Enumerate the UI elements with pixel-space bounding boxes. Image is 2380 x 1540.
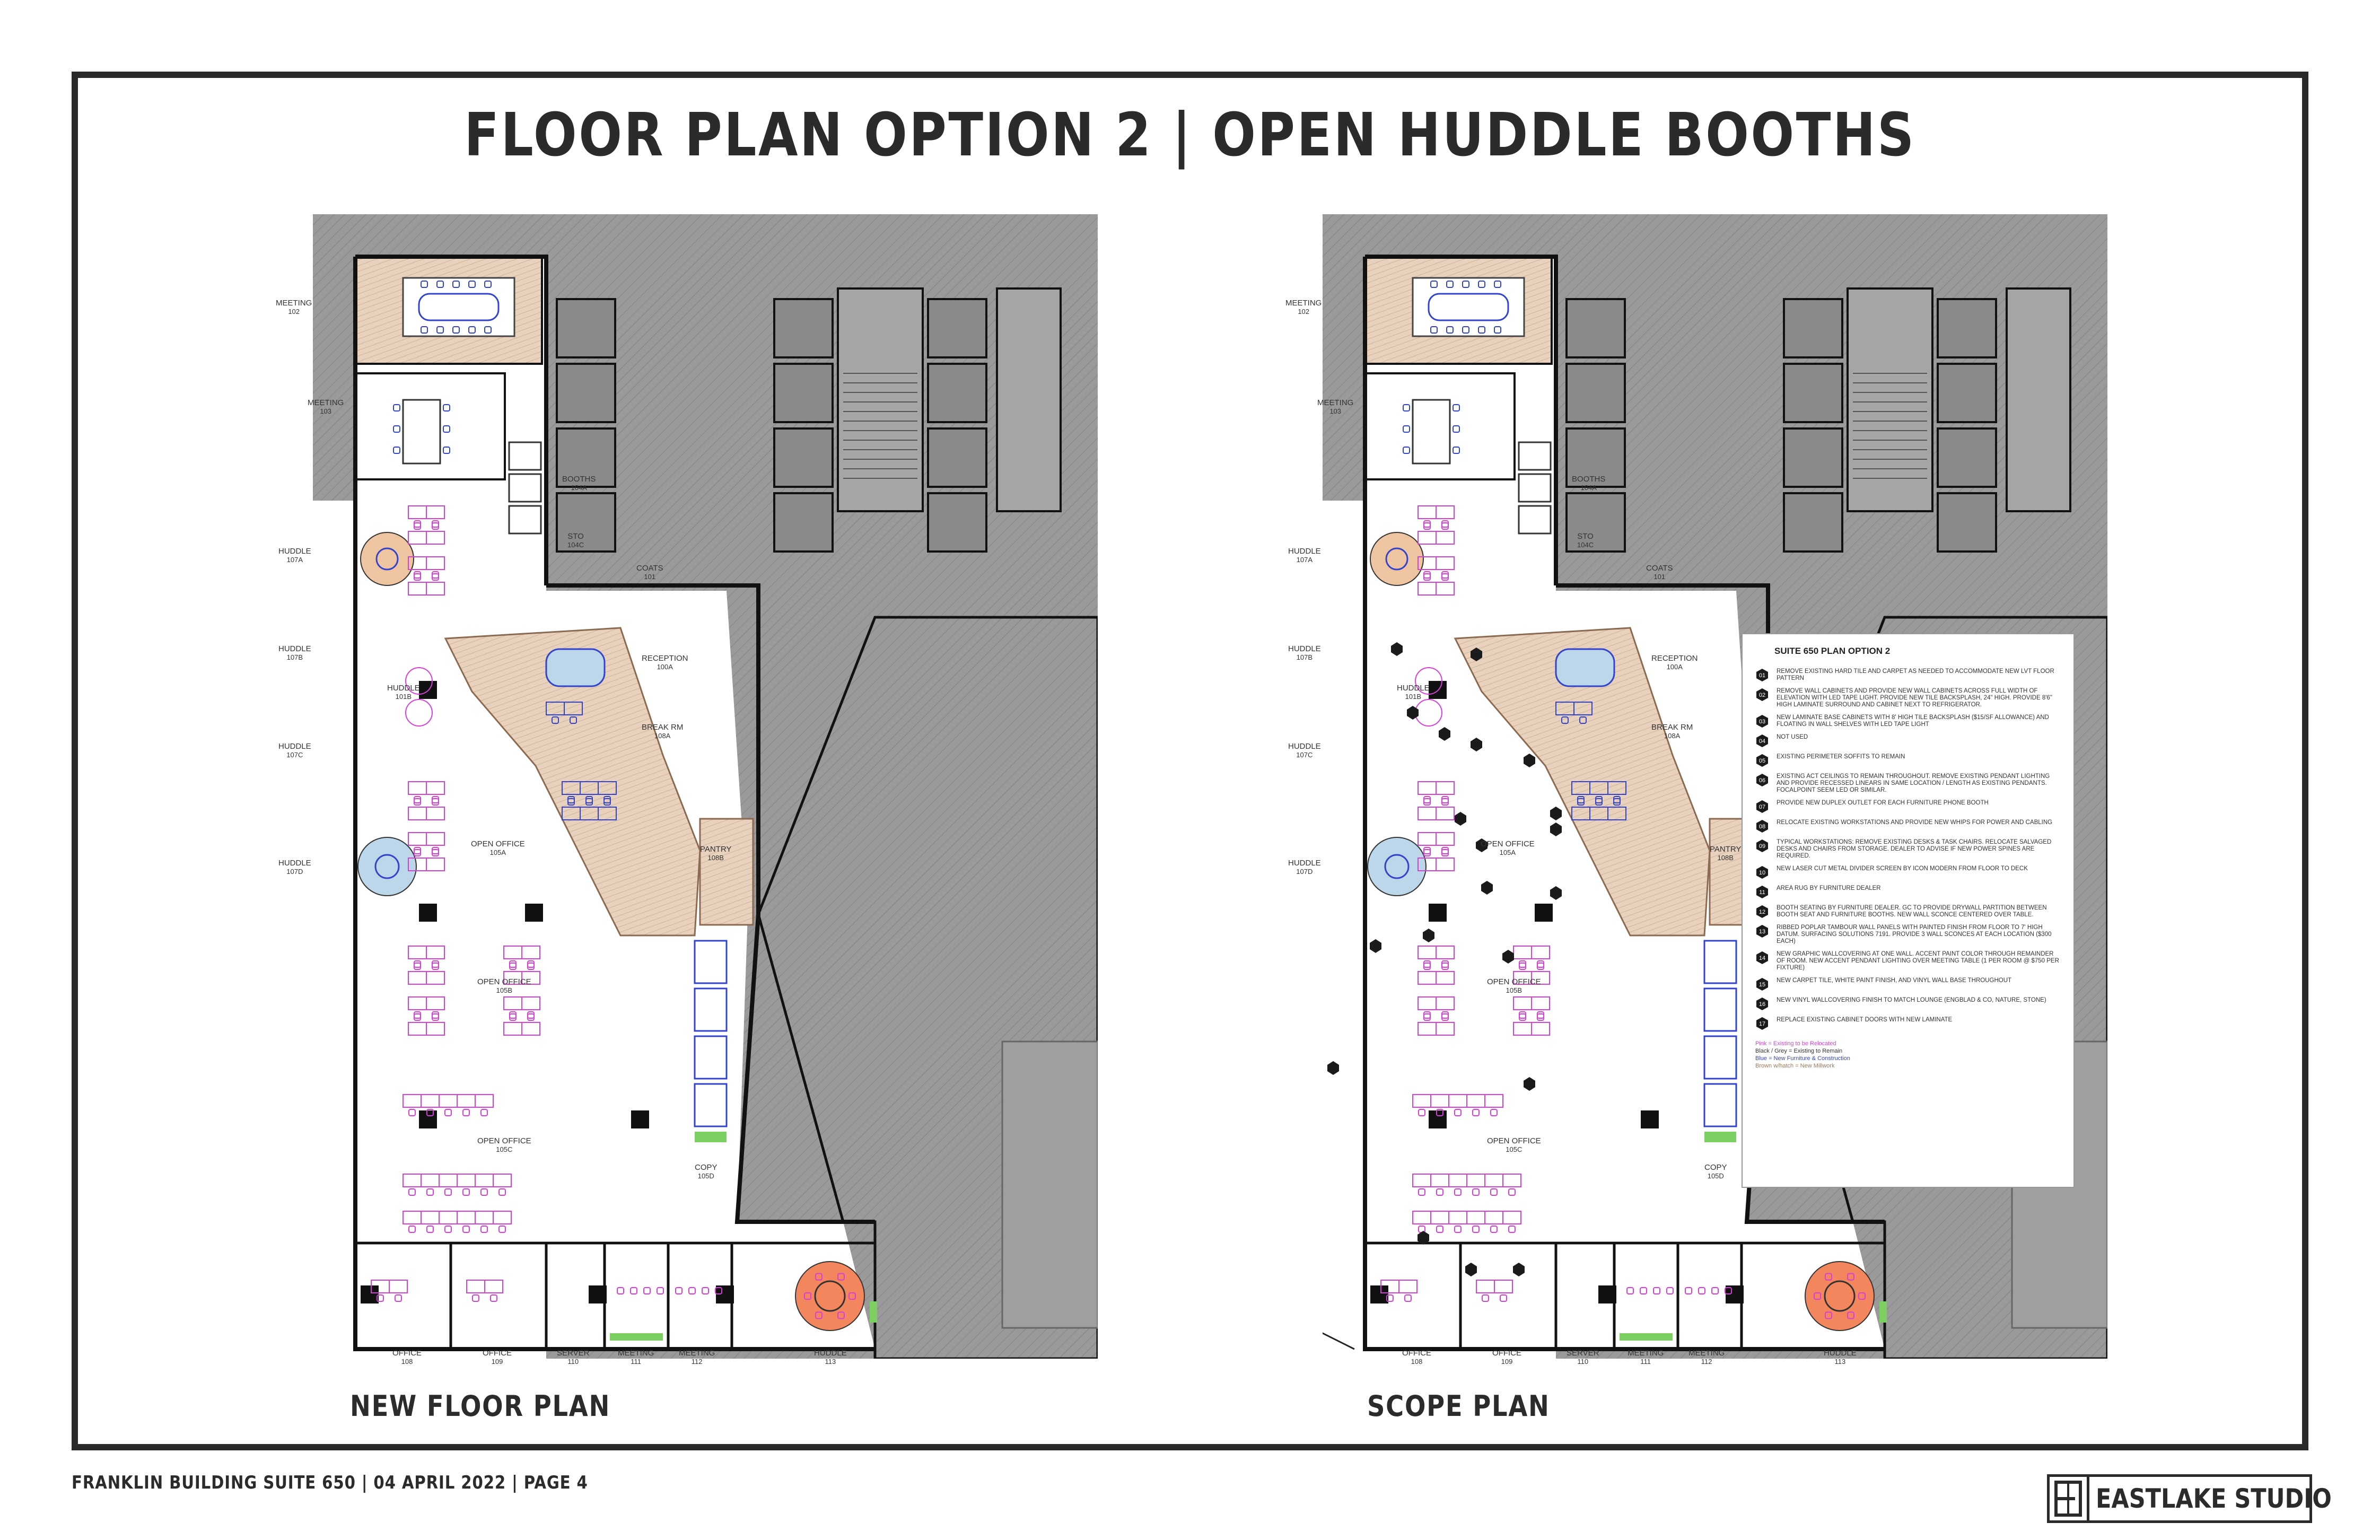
room-label-booths-104a [562, 475, 596, 492]
elevator-shaft [928, 493, 986, 552]
svg-text:04: 04 [1758, 738, 1766, 745]
room-label-break-rm-108a [1651, 723, 1693, 740]
svg-text:11: 11 [1759, 889, 1765, 896]
elevator-shaft [1567, 364, 1625, 422]
room-number: 107A [286, 556, 303, 564]
room-label-pantry-108b [700, 845, 731, 862]
legend-item-text: RIBBED POPLAR TAMBOUR WALL PANELS WITH PAINTED FINISH FROM FLOOR TO 7' HIGH DATUM. SURFACING SOLUTIONS 7191. PROVIDE 3 WALL SCONCES AT EACH LOCATION ($300 EACH) [1777, 924, 2052, 944]
svg-text:09: 09 [1758, 843, 1766, 850]
room-name: OFFICE [483, 1349, 512, 1358]
core-area-left [1323, 214, 1365, 501]
core-area-left [313, 214, 355, 501]
structural-column [1370, 1285, 1388, 1303]
room-name: HUDDLE [1288, 547, 1321, 556]
svg-text:05: 05 [1758, 758, 1766, 764]
room-label-open-office-105a [471, 840, 525, 857]
room-name: MEETING [276, 299, 312, 308]
room-name: SERVER [1567, 1349, 1599, 1358]
room-name: COPY [695, 1163, 718, 1172]
legend-item-text: NOT USED [1777, 734, 1808, 740]
phone-booth [1519, 474, 1551, 502]
room-label-open-office-105c [477, 1137, 531, 1154]
room-number: 105B [496, 986, 513, 994]
keynote-hexagon-icon [1755, 773, 1769, 787]
restroom-core [2007, 288, 2070, 511]
keynote-hexagon-icon [1755, 977, 1769, 991]
legend-item-text: EXISTING ACT CEILINGS TO REMAIN THROUGHOUT. REMOVE EXISTING PENDANT LIGHTING AND PROVIDE RECESSED LINEARS IN SAME LOCATION / LENGTH AS EXISTING PENDANTS. FOCALPOINT SEEM LED OR SIMILAR. [1777, 773, 2050, 793]
room-name: MEETING [1628, 1349, 1664, 1358]
room-number: 107B [286, 653, 303, 661]
logo-text: EASTLAKE STUDIO [2096, 1483, 2332, 1514]
room-name: OPEN OFFICE [471, 839, 525, 848]
huddle-107d-rug [358, 837, 416, 896]
legend-key-entry: Blue = New Furniture & Construction [1755, 1055, 1850, 1062]
scope-plan-label: SCOPE PLAN [1367, 1389, 1550, 1423]
legend-list [1755, 668, 2061, 1030]
keynote-hexagon-icon [1755, 951, 1769, 965]
room-label-meeting-112 [1688, 1349, 1725, 1366]
keynote-hexagon-icon [1755, 997, 1769, 1011]
svg-text:08: 08 [1758, 824, 1766, 830]
elevator-shaft [1938, 364, 1996, 422]
room-number: 108 [1411, 1358, 1423, 1366]
room-number: 105B [1506, 986, 1522, 994]
legend-item [1755, 1017, 2061, 1030]
room-label-open-office-105b [1487, 978, 1541, 995]
room-label-huddle-113 [814, 1349, 847, 1366]
room-number: 103 [1329, 407, 1342, 415]
room-name: HUDDLE [1288, 644, 1321, 653]
keynote-hexagon-icon [1755, 734, 1769, 748]
room-label-huddle-107a [1288, 547, 1321, 564]
elevator-shaft [1567, 493, 1625, 552]
scope-legend [1742, 633, 2075, 1188]
legend-item-text: REPLACE EXISTING CABINET DOORS WITH NEW LAMINATE [1777, 1017, 1953, 1023]
legend-item-text: NEW VINYL WALLCOVERING FINISH TO MATCH LOUNGE (ENGBLAD & CO, NATURE, STONE) [1777, 997, 2046, 1003]
room-name: OFFICE [1402, 1349, 1431, 1358]
eastlake-studio-logo [2047, 1474, 2332, 1523]
room-number: 105A [1499, 848, 1516, 856]
room-label-office-109 [483, 1349, 512, 1366]
keynote-hexagon-icon [1755, 885, 1769, 899]
restroom-core [997, 288, 1061, 511]
legend-item-text: RELOCATE EXISTING WORKSTATIONS AND PROVIDE NEW WHIPS FOR POWER AND CABLING [1777, 819, 2053, 826]
room-number: 105C [496, 1145, 513, 1153]
room-name: HUDDLE [278, 547, 311, 556]
elevator-shaft [1938, 299, 1996, 357]
legend-item-text: TYPICAL WORKSTATIONS: REMOVE EXISTING DESKS & TASK CHAIRS. RELOCATE SALVAGED DESKS AND CHAIRS FROM STORAGE. DEALER TO ADVISE IF NEW POWER SPINES ARE REQUIRED. [1777, 839, 2052, 859]
room-name: BREAK RM [1651, 723, 1693, 732]
svg-text:02: 02 [1758, 692, 1766, 698]
keynote-hexagon-icon [1755, 905, 1769, 918]
room-label-huddle-107b [278, 645, 311, 662]
room-name: BREAK RM [642, 723, 684, 732]
legend-item [1755, 865, 2061, 879]
room-number: 109 [491, 1358, 503, 1366]
legend-item [1755, 905, 2061, 918]
room-label-copy-105d [695, 1163, 718, 1180]
room-number: 104C [1577, 541, 1594, 549]
legend-item-text: PROVIDE NEW DUPLEX OUTLET FOR EACH FURNITURE PHONE BOOTH [1777, 800, 1989, 806]
room-number: 109 [1501, 1358, 1513, 1366]
svg-text:16: 16 [1758, 1001, 1766, 1008]
room-name: HUDDLE [278, 644, 311, 653]
room-label-huddle-107d [1288, 859, 1321, 876]
room-name: MEETING [1317, 398, 1354, 407]
structural-column [1429, 904, 1447, 922]
elevator-shaft [774, 428, 833, 487]
room-label-meeting-111 [1628, 1349, 1664, 1366]
huddle-113-rug [1805, 1262, 1874, 1331]
legend-item [1755, 951, 2061, 972]
legend-key-entry: Black / Grey = Existing to Remain [1755, 1048, 1843, 1054]
room-number: 105C [1506, 1145, 1522, 1153]
structural-column [525, 904, 543, 922]
room-label-meeting-103 [308, 399, 344, 416]
elevator-shaft [557, 299, 615, 357]
room-label-meeting-112 [679, 1349, 715, 1366]
legend-item-text: NEW LASER CUT METAL DIVIDER SCREEN BY ICON MODERN FROM FLOOR TO DECK [1777, 865, 2028, 872]
huddle-113-rug [795, 1262, 864, 1331]
room-number: 100A [1666, 663, 1683, 671]
keynote-hexagon-icon [1755, 1017, 1769, 1030]
room-name: OPEN OFFICE [477, 1136, 531, 1145]
room-label-coats-101 [636, 564, 663, 581]
room-name: HUDDLE [1288, 859, 1321, 868]
legend-item [1755, 668, 2061, 682]
room-label-meeting-111 [618, 1349, 654, 1366]
phone-booth [1519, 442, 1551, 470]
room-label-sto-104c [567, 532, 584, 549]
room-name: OFFICE [1492, 1349, 1521, 1358]
page-title: FLOOR PLAN OPTION 2 | OPEN HUDDLE BOOTHS [464, 101, 1916, 170]
room-name: MEETING [1285, 299, 1322, 308]
room-number: 108A [1664, 732, 1681, 740]
room-label-meeting-102 [276, 299, 312, 316]
room-name: OPEN OFFICE [477, 977, 531, 986]
svg-text:10: 10 [1758, 870, 1766, 876]
room-number: 112 [691, 1358, 703, 1366]
planter [610, 1333, 663, 1341]
room-name: PANTRY [700, 845, 732, 854]
room-number: 107C [286, 751, 303, 759]
huddle-107a-rug [1370, 532, 1423, 585]
conference-table-top [1429, 294, 1508, 320]
room-label-huddle-107c [1288, 742, 1321, 759]
room-number: 107A [1296, 556, 1313, 564]
keynote-hexagon-icon [1755, 839, 1769, 853]
keynote-hexagon-icon [1755, 865, 1769, 879]
room-name: HUDDLE [1397, 684, 1430, 693]
room-number: 110 [567, 1358, 579, 1366]
room-number: 102 [1298, 308, 1310, 316]
planter [870, 1301, 877, 1323]
legend-item [1755, 924, 2061, 945]
room-name: HUDDLE [278, 742, 311, 751]
room-name: HUDDLE [1824, 1349, 1857, 1358]
phone-booth [509, 506, 541, 533]
room-number: 100A [657, 663, 673, 671]
room-name: OPEN OFFICE [1481, 839, 1535, 848]
phone-booth [509, 474, 541, 502]
planter [1620, 1333, 1673, 1341]
room-name: MEETING [618, 1349, 654, 1358]
svg-text:13: 13 [1758, 929, 1766, 935]
room-label-pantry-108b [1710, 845, 1741, 862]
legend-key-entry: Brown w/hatch = New Millwork [1755, 1063, 1835, 1069]
room-label-break-rm-108a [642, 723, 683, 740]
structural-column [1429, 1110, 1447, 1128]
room-number: 101 [1653, 573, 1666, 581]
legend-item-text: REMOVE EXISTING HARD TILE AND CARPET AS NEEDED TO ACCOMMODATE NEW LVT FLOOR PATTERN [1777, 668, 2054, 681]
room-label-reception-100a [1651, 654, 1698, 671]
room-name: OFFICE [392, 1349, 422, 1358]
room-label-open-office-105a [1481, 840, 1535, 857]
new-floor-plan [276, 214, 1098, 1366]
room-number: 110 [1577, 1358, 1589, 1366]
elevator-shaft [774, 299, 833, 357]
elevator-shaft [1938, 493, 1996, 552]
reception-lounge-seating [546, 649, 605, 686]
room-name: HUDDLE [387, 684, 420, 693]
stair-enclosure [1002, 1042, 1098, 1328]
elevator-shaft [928, 299, 986, 357]
svg-text:14: 14 [1758, 955, 1766, 961]
room-label-booths-104a [1572, 475, 1605, 492]
legend-item-text: BOOTH SEATING BY FURNITURE DEALER. GC TO PROVIDE DRYWALL PARTITION BETWEEN BOOTH SEAT AND FURNITURE BOOTHS. NEW WALL SCONCE CENTERED OVER TABLE. [1777, 905, 2047, 918]
room-number: 102 [288, 308, 300, 316]
floor-plan-drawing [313, 214, 1098, 1359]
huddle-107d-rug [1368, 837, 1426, 896]
planter [1879, 1301, 1887, 1323]
room-number: 113 [1834, 1358, 1846, 1366]
room-label-sto-104c [1577, 532, 1594, 549]
legend-item [1755, 754, 2061, 767]
pantry-millwork [700, 819, 753, 925]
room-label-huddle-107d [278, 859, 311, 876]
elevator-shaft [1784, 364, 1842, 422]
elevator-shaft [557, 364, 615, 422]
legend-item [1755, 773, 2061, 794]
room-number: 101 [644, 573, 656, 581]
room-number: 111 [1640, 1358, 1651, 1366]
room-number: 103 [320, 407, 332, 415]
room-number: 105D [1707, 1172, 1724, 1180]
keynote-hexagon-icon [1755, 714, 1769, 728]
legend-item-text: NEW LAMINATE BASE CABINETS WITH 8' HIGH TILE BACKSPLASH ($15/SF ALLOWANCE) AND FLOATING IN WALL SHELVES WITH LED TAPE LIGHT [1777, 714, 2049, 728]
legend-item [1755, 977, 2061, 991]
structural-column [631, 1110, 649, 1128]
structural-column [361, 1285, 379, 1303]
room-name: OPEN OFFICE [1487, 1136, 1541, 1145]
elevator-shaft [1938, 428, 1996, 487]
svg-text:17: 17 [1758, 1021, 1766, 1027]
legend-item [1755, 800, 2061, 813]
elevator-shaft [774, 493, 833, 552]
room-name: MEETING [679, 1349, 715, 1358]
elevator-shaft [1567, 299, 1625, 357]
svg-text:06: 06 [1758, 777, 1766, 784]
phone-booth [1519, 506, 1551, 533]
legend-item-text: EXISTING PERIMETER SOFFITS TO REMAIN [1777, 754, 1905, 760]
legend-item [1755, 819, 2061, 833]
room-label-office-109 [1492, 1349, 1521, 1366]
reception-lounge-seating [1556, 649, 1614, 686]
room-name: HUDDLE [1288, 742, 1321, 751]
room-label-huddle-107c [278, 742, 311, 759]
room-label-huddle-107b [1288, 645, 1321, 662]
room-name: RECEPTION [1651, 654, 1698, 663]
room-name: MEETING [308, 398, 344, 407]
room-label-copy-105d [1704, 1163, 1727, 1180]
room-number: 107B [1296, 653, 1313, 661]
room-label-office-108 [1402, 1349, 1431, 1366]
legend-color-key [1755, 1040, 2061, 1070]
room-number: 107C [1296, 751, 1313, 759]
phone-booth [509, 442, 541, 470]
elevator-shaft [928, 428, 986, 487]
room-label-server-110 [1567, 1349, 1599, 1366]
keynote-hexagon-icon [1755, 924, 1769, 938]
svg-text:12: 12 [1758, 909, 1766, 915]
room-label-huddle-107a [278, 547, 311, 564]
room-number: 104A [571, 484, 587, 492]
new-floor-plan-label: NEW FLOOR PLAN [350, 1389, 611, 1423]
room-name: PANTRY [1710, 845, 1742, 854]
room-number: 104A [1580, 484, 1597, 492]
footer-project-info: FRANKLIN BUILDING SUITE 650 | 04 APRIL 2022 | PAGE 4 [72, 1472, 588, 1493]
room-label-huddle-101b [387, 684, 420, 701]
huddle-107a-rug [361, 532, 414, 585]
room-number: 107D [286, 868, 303, 876]
legend-title: SUITE 650 PLAN OPTION 2 [1774, 646, 1891, 656]
planter [695, 1132, 727, 1142]
elevator-shaft [557, 493, 615, 552]
legend-key-entry: Pink = Existing to be Relocated [1755, 1040, 1836, 1047]
room-number: 101B [1405, 693, 1422, 701]
room-number: 108B [1717, 854, 1734, 862]
elevator-shaft [928, 364, 986, 422]
legend-item-text: NEW CARPET TILE, WHITE PAINT FINISH, AND VINYL WALL BASE THROUGHOUT [1777, 977, 2012, 984]
room-number: 112 [1701, 1358, 1712, 1366]
room-name: COPY [1704, 1163, 1727, 1172]
room-label-office-108 [392, 1349, 422, 1366]
room-name: OPEN OFFICE [1487, 977, 1541, 986]
svg-text:07: 07 [1758, 804, 1766, 810]
room-label-huddle-113 [1824, 1349, 1857, 1366]
svg-text:03: 03 [1758, 719, 1766, 725]
structural-column [1535, 904, 1553, 922]
room-label-open-office-105c [1487, 1137, 1541, 1154]
room-name: BOOTHS [1572, 475, 1606, 484]
legend-item-text: AREA RUG BY FURNITURE DEALER [1777, 885, 1881, 891]
room-name: COATS [1646, 564, 1673, 573]
room-number: 105A [489, 848, 506, 856]
svg-text:15: 15 [1758, 982, 1766, 988]
room-label-huddle-101b [1397, 684, 1430, 701]
room-name: MEETING [1688, 1349, 1725, 1358]
legend-item [1755, 714, 2061, 728]
legend-item [1755, 839, 2061, 860]
room-label-meeting-102 [1285, 299, 1322, 316]
planter [1704, 1132, 1736, 1142]
legend-item-text: NEW GRAPHIC WALLCOVERING AT ONE WALL. ACCENT PAINT COLOR THROUGH REMAINDER OF ROOM. NEW ACCENT PENDANT LIGHTING OVER MEETING TABLE (1 PER ROOM @ $750 PER FIXTURE) [1777, 951, 2059, 971]
room-number: 113 [825, 1358, 836, 1366]
room-number: 108B [707, 854, 724, 862]
room-name: BOOTHS [562, 475, 596, 484]
room-label-meeting-103 [1317, 399, 1353, 416]
room-number: 111 [631, 1358, 642, 1366]
legend-item [1755, 688, 2061, 708]
room-name: RECEPTION [642, 654, 688, 663]
room-number: 104C [567, 541, 584, 549]
room-label-reception-100a [642, 654, 688, 671]
keynote-hexagon-icon [1755, 688, 1769, 702]
elevator-shaft [1784, 299, 1842, 357]
room-name: HUDDLE [814, 1349, 847, 1358]
legend-item-text: REMOVE WALL CABINETS AND PROVIDE NEW WALL CABINETS ACROSS FULL WIDTH OF ELEVATION WITH LED TAPE LIGHT. PROVIDE NEW TILE BACKSPLASH, 24" HIGH. PROVIDE 8'6" HIGH LAMINATE SURROUND AND CABINET NEXT TO REFRIGERATOR. [1777, 688, 2052, 708]
conference-table-top [419, 294, 498, 320]
room-number: 108A [654, 732, 671, 740]
structural-column [419, 1110, 437, 1128]
keynote-hexagon-icon [1755, 668, 1769, 682]
room-name: COATS [636, 564, 663, 573]
legend-item [1755, 997, 2061, 1011]
structural-column [419, 904, 437, 922]
elevator-shaft [1784, 428, 1842, 487]
keynote-hexagon-icon [1755, 819, 1769, 833]
room-number: 107D [1296, 868, 1313, 876]
room-name: STO [1577, 532, 1594, 541]
room-label-coats-101 [1646, 564, 1673, 581]
legend-item [1755, 734, 2061, 748]
room-number: 105D [697, 1172, 714, 1180]
keynote-hexagon-icon [1755, 800, 1769, 813]
room-label-server-110 [557, 1349, 589, 1366]
legend-item [1755, 885, 2061, 899]
room-number: 108 [401, 1358, 413, 1366]
room-number: 101B [395, 693, 412, 701]
room-name: STO [567, 532, 584, 541]
room-name: HUDDLE [278, 859, 311, 868]
room-name: SERVER [557, 1349, 590, 1358]
scope-keynote-marker [1327, 1061, 1339, 1075]
keynote-hexagon-icon [1755, 754, 1769, 767]
room-label-open-office-105b [477, 978, 531, 995]
elevator-shaft [1784, 493, 1842, 552]
structural-column [1641, 1110, 1659, 1128]
logo-mark-icon [2050, 1477, 2089, 1520]
svg-text:01: 01 [1758, 672, 1766, 679]
elevator-shaft [774, 364, 833, 422]
